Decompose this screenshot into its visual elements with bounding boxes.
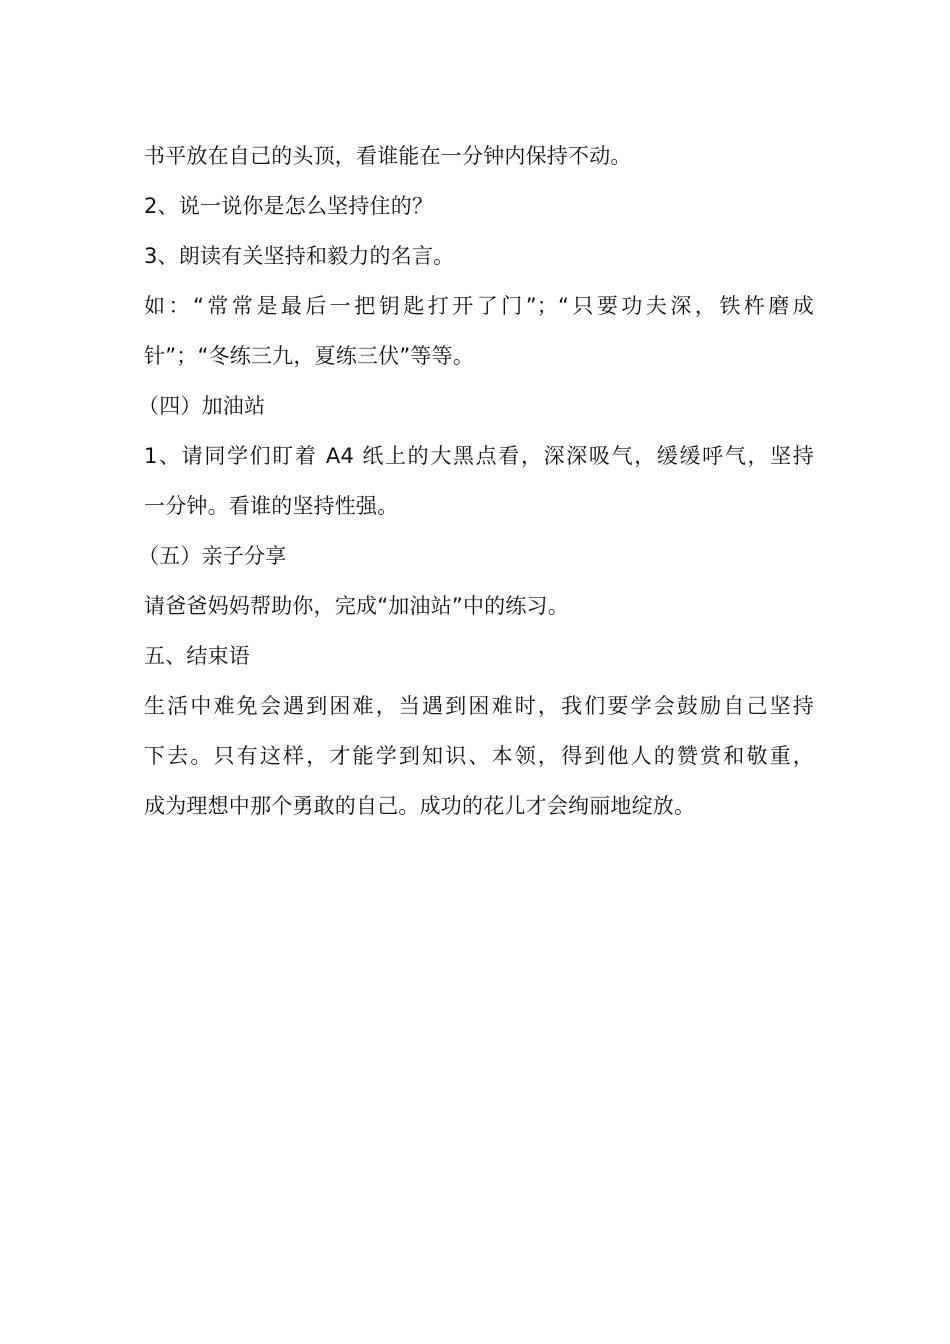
paragraph-line-continuation: 书平放在自己的头顶，看谁能在一分钟内保持不动。 <box>144 144 632 168</box>
conclusion-heading: 五、结束语 <box>144 644 250 668</box>
section-heading-four: （四）加油站 <box>138 394 266 418</box>
conclusion-line-1: 生活中难免会遇到困难，当遇到困难时，我们要学会鼓励自己坚持 <box>144 694 814 718</box>
quotes-line-1: 如：“常常是最后一把钥匙打开了门”；“只要功夫深，铁杵磨成 <box>144 294 814 318</box>
exercise-line-1: 1、请同学们盯着 A4 纸上的大黑点看，深深吸气，缓缓呼气，坚持 <box>144 444 814 468</box>
conclusion-line-2: 下去。只有这样，才能学到知识、本领，得到他人的赞赏和敬重， <box>144 744 814 768</box>
document-body <box>138 131 814 831</box>
section-heading-five: （五）亲子分享 <box>138 544 287 568</box>
parent-share-line: 请爸爸妈妈帮助你，完成“加油站”中的练习。 <box>144 594 569 618</box>
list-item-2: 2、说一说你是怎么坚持住的？ <box>144 194 434 218</box>
exercise-line-2: 一分钟。看谁的坚持性强。 <box>144 494 399 518</box>
conclusion-line-3: 成为理想中那个勇敢的自己。成功的花儿才会绚丽地绽放。 <box>144 794 696 818</box>
quotes-line-2: 针”；“冬练三九，夏练三伏”等等。 <box>144 344 475 368</box>
list-item-3: 3、朗读有关坚持和毅力的名言。 <box>144 244 455 268</box>
